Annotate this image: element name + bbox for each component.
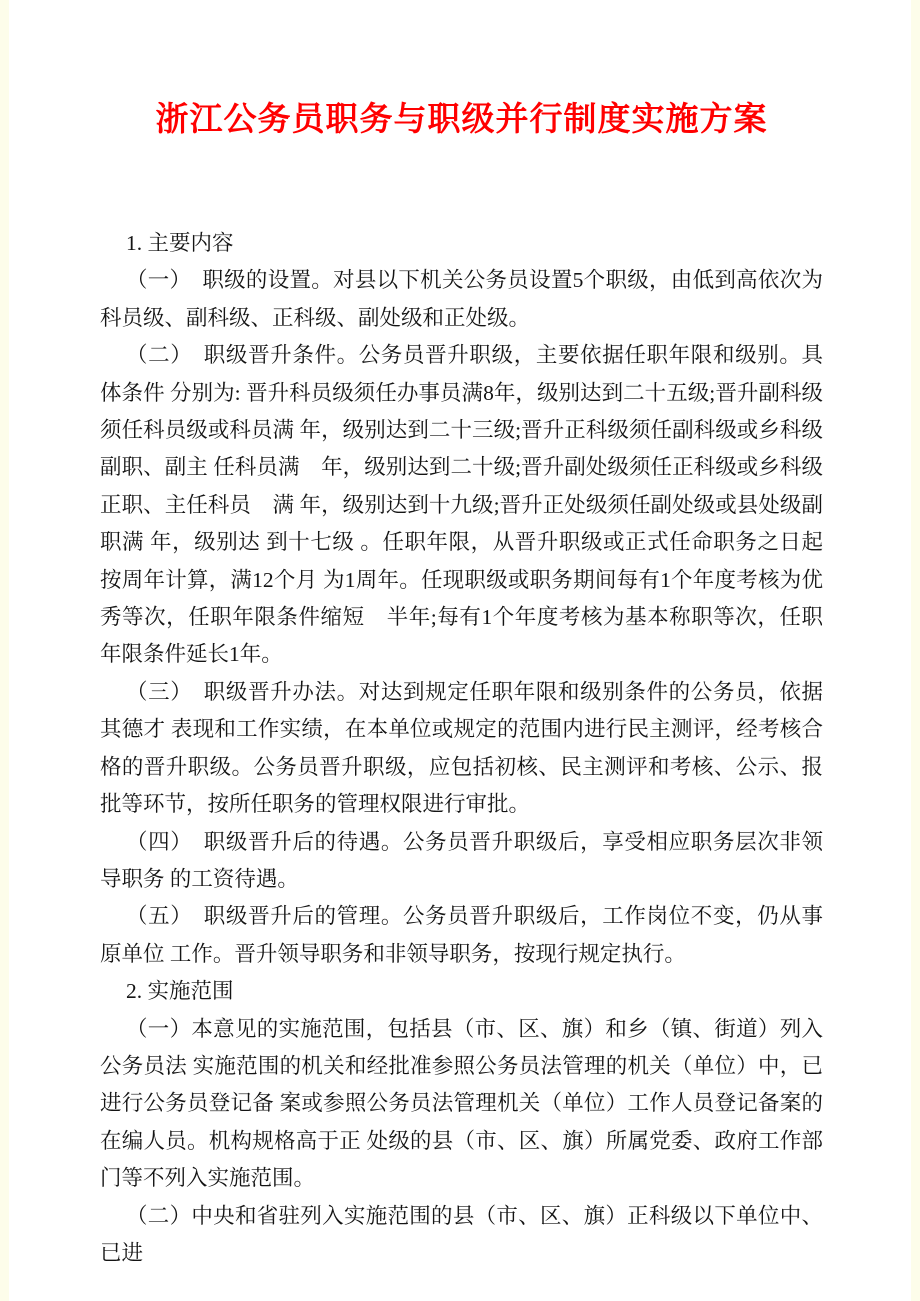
- paragraph-section-2-heading: 2. 实施范围: [126, 979, 234, 1004]
- paragraph-section-1-item-3: （三） 职级晋升办法。对达到规定任职年限和级别条件的公务员，依据其德才 表现和工作实绩，在本单位或规定的范围内进行民主测评，经考核合格的晋升职级。公务员晋升职级，应包括初核、民主测评和考核、公示、报批等环节，按所任职务的管理权限进行审批。: [100, 679, 823, 817]
- document-body: [100, 225, 823, 1272]
- paragraph-section-2-item-1: （一）本意见的实施范围，包括县（市、区、旗）和乡（镇、街道）列入公务员法 实施范围的机关和经批准参照公务员法管理的机关（单位）中，已进行公务员登记备 案或参照公务员法管理机关（单位）工作人员登记备案的在编人员。机构规格高于正 处级的县（市、区、旗）所属党委、政府工作部门等不列入实施范围。: [100, 1016, 823, 1191]
- document-title: 浙江公务员职务与职级并行制度实施方案: [155, 100, 768, 137]
- paragraph-section-1-item-4: （四） 职级晋升后的待遇。公务员晋升职级后，享受相应职务层次非领导职务 的工资待遇。: [100, 829, 823, 891]
- paragraph-section-2-item-2: （二）中央和省驻列入实施范围的县（市、区、旗）正科级以下单位中、已进: [100, 1203, 823, 1265]
- paragraph-section-1-item-2: （二） 职级晋升条件。公务员晋升职级，主要依据任职年限和级别。具体条件 分别为: 晋升科员级须任办事员满8年，级别达到二十五级;晋升副科级须任科员级或科员满 年，级别达到二十三级;晋升正科级须任副科级或乡科级副职、副主 任科员满 年，级别达到二十级;晋升副处级须任正科级或乡科级正职、主任科员 满 年，级别达到十九级;晋升正处级须任副处级或县处级副职满 年，级别达 到十七级 。任职年限，从晋升职级或正式任命职务之日起按周年计算，满12个月 为1周年。任现职级或职务期间每有1个年度考核为优秀等次，任职年限条件缩短 半年;每有1个年度考核为基本称职等次，任职年限条件延长1年。: [100, 343, 823, 667]
- paragraph-section-1-heading: 1. 主要内容: [126, 231, 234, 255]
- paragraph-section-1-item-5: （五） 职级晋升后的管理。公务员晋升职级后，工作岗位不变，仍从事原单位 工作。晋升领导职务和非领导职务，按现行规定执行。: [100, 904, 823, 966]
- paragraph-section-1-item-1: （一） 职级的设置。对县以下机关公务员设置5个职级，由低到高依次为科员级、副科级、正科级、副处级和正处级。: [100, 268, 823, 330]
